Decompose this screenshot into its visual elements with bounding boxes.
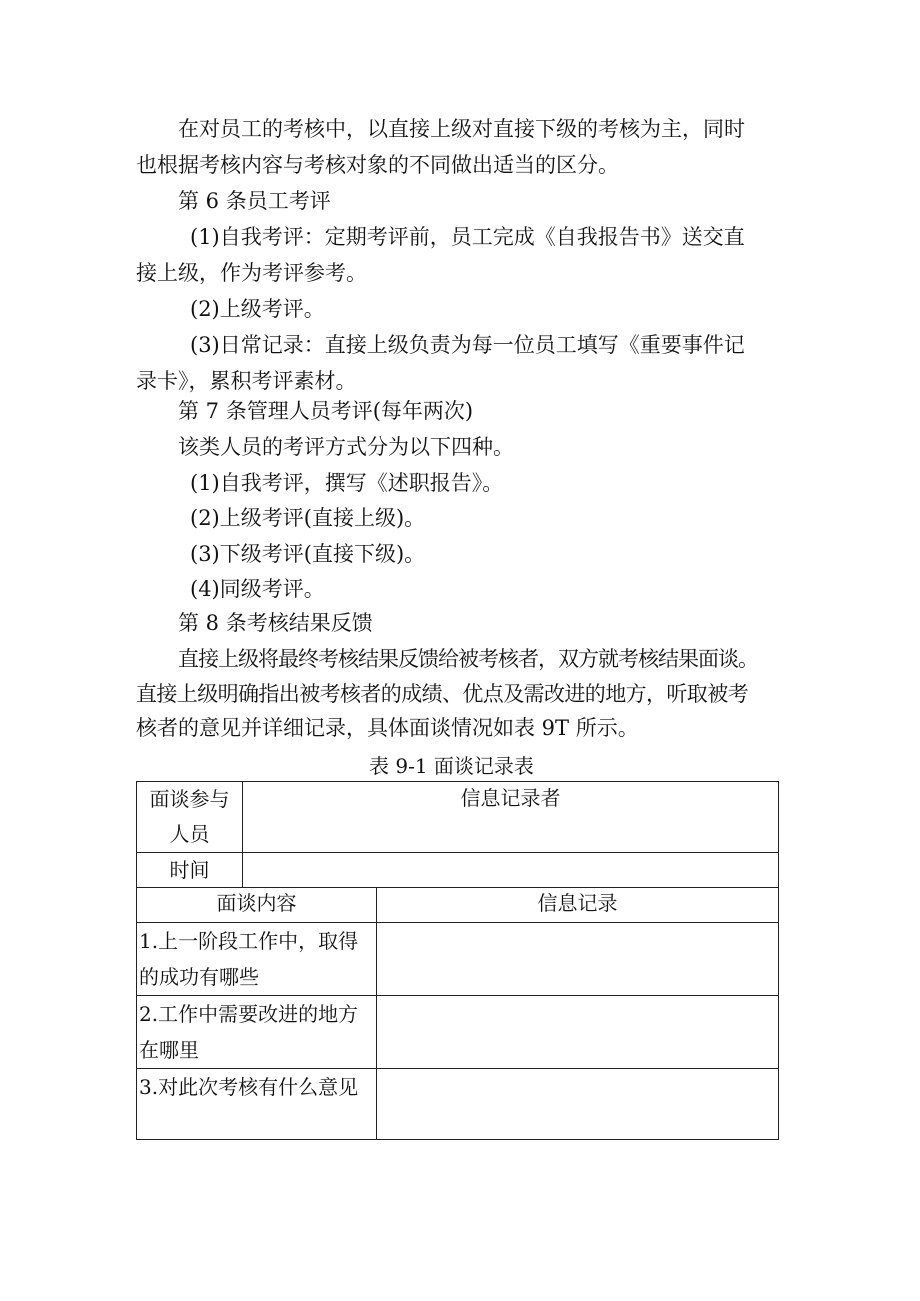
paragraph-line: 直接上级明确指出被考核者的成绩、优点及需改进的地方，听取被考 — [136, 682, 748, 706]
participants-value-cell — [243, 782, 779, 853]
table-caption: 表 9-1 面谈记录表 — [369, 754, 534, 778]
paragraph-line: (1)自我考评：定期考评前，员工完成《自我报告书》送交直 — [190, 225, 745, 249]
table-row — [137, 853, 779, 888]
table-row — [137, 888, 779, 923]
article-heading-8: 第 8 条考核结果反馈 — [178, 611, 373, 635]
participants-label-line2: 人员 — [169, 822, 210, 846]
content-header-cell: 面谈内容 — [137, 888, 377, 923]
record-header-cell: 信息记录 — [377, 888, 779, 923]
article-heading-7: 第 7 条管理人员考评(每年两次) — [178, 399, 474, 423]
paragraph-line: (2)上级考评。 — [190, 297, 325, 321]
paragraph-line: (3)日常记录：直接上级负责为每一位员工填写《重要事件记 — [190, 333, 745, 357]
table-row — [137, 1069, 779, 1140]
question-cell — [137, 1069, 377, 1140]
paragraph-line: (2)上级考评(直接上级)。 — [190, 506, 426, 530]
question-text: 在哪里 — [139, 1038, 199, 1062]
paragraph-line: 该类人员的考评方式分为以下四种。 — [178, 435, 514, 459]
paragraph-line: 核者的意见并详细记录，具体面谈情况如表 9T 所示。 — [136, 716, 639, 740]
question-text: 1.上一阶段工作中，取得 — [139, 929, 359, 953]
interview-record-table — [136, 781, 779, 1140]
question-cell — [137, 923, 377, 996]
recorder-label: 信息记录者 — [460, 786, 561, 810]
paragraph-line: (3)下级考评(直接下级)。 — [190, 542, 426, 566]
question-cell — [137, 996, 377, 1069]
paragraph-line: 录卡》，累积考评素材。 — [136, 369, 357, 393]
table-row — [137, 923, 779, 996]
record-cell — [377, 923, 779, 996]
participants-label-cell — [137, 782, 243, 853]
paragraph-line: 也根据考核内容与考核对象的不同做出适当的区分。 — [136, 153, 619, 177]
paragraph-line: (1)自我考评，撰写《述职报告》。 — [190, 471, 504, 495]
time-label-cell: 时间 — [137, 853, 243, 888]
paragraph-line: 接上级，作为考评参考。 — [136, 261, 367, 285]
table-row — [137, 782, 779, 853]
paragraph-line: 直接上级将最终考核结果反馈给被考核者，双方就考核结果面谈。 — [178, 647, 758, 671]
table-row — [137, 996, 779, 1069]
participants-label-line1: 面谈参与 — [149, 787, 230, 811]
paragraph-line: 在对员工的考核中，以直接上级对直接下级的考核为主，同时 — [178, 117, 745, 141]
record-cell — [377, 996, 779, 1069]
time-value-cell — [243, 853, 779, 888]
article-heading-6: 第 6 条员工考评 — [178, 189, 331, 213]
question-text: 3.对此次考核有什么意见 — [139, 1075, 359, 1099]
paragraph-line: (4)同级考评。 — [190, 577, 325, 601]
question-text: 2.工作中需要改进的地方 — [139, 1002, 359, 1026]
question-text: 的成功有哪些 — [139, 965, 259, 989]
record-cell — [377, 1069, 779, 1140]
